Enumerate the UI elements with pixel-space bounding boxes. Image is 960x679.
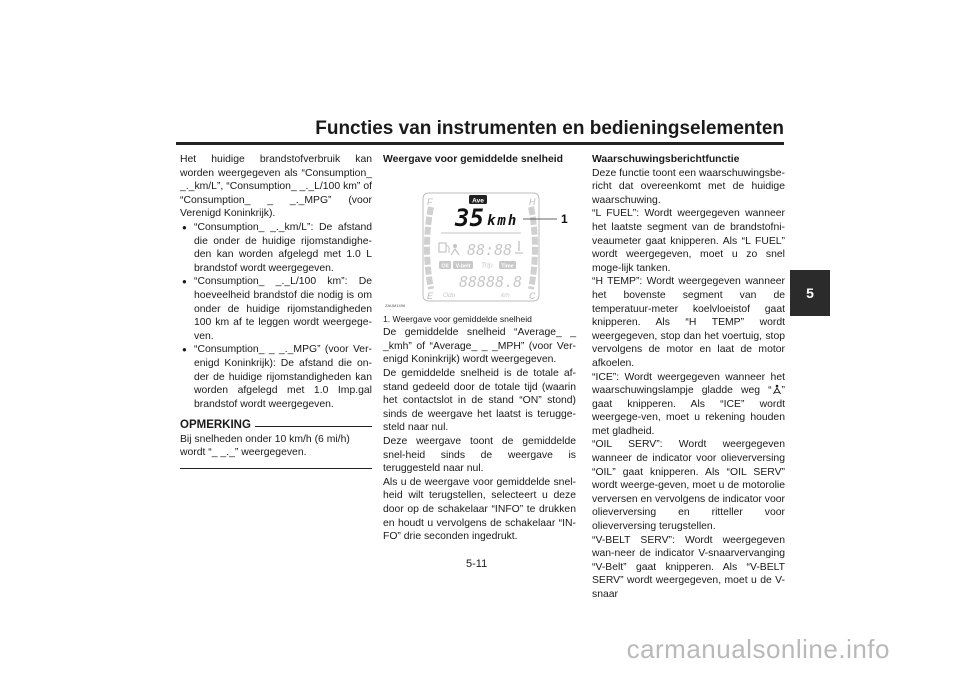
paragraph: “H TEMP”: Wordt weergegeven wanneer het bovenste segment van de temperatuur-meter koelvloeistof gaat knipperen. Als “H TEMP” wordt weergegeven, stop dan het voertuig, stop vervolgens de motor en laat de motor afkoelen. (592, 276, 785, 369)
chapter-tab: 5 (790, 270, 830, 316)
slippery-road-icon (772, 384, 782, 394)
note-text: Bij snelheden onder 10 km/h (6 mi/h) wordt “_ _._” weergegeven. (180, 433, 350, 459)
note-end-rule (180, 468, 372, 469)
consumption-list (180, 221, 372, 411)
paragraph: De gemiddelde snelheid is de totale af-stand gedeeld door de totale tijd (waarin het contactslot in de stand “ON” stond) sinds de weergave het laatst is terugge-steld naar nul. (383, 367, 576, 434)
temp-hot-label: H (529, 196, 536, 207)
column-2 (383, 153, 576, 544)
note-rule (255, 426, 372, 427)
time-label: Time (501, 262, 514, 269)
paragraph: Deze weergave toont de gemiddelde snel-heid sinds de weergave is teruggesteld naar nul. (383, 435, 576, 475)
callout-number: 1 (561, 211, 568, 226)
thermometer-icon (515, 241, 523, 253)
title-rule (176, 142, 784, 145)
page-number: 5-11 (466, 558, 488, 570)
trip-label: Trip (481, 262, 493, 270)
note-heading: OPMERKING (180, 419, 251, 432)
fuel-full-label: F (427, 196, 433, 207)
speed-readout: 35 (455, 203, 484, 232)
list-item: ● “Consumption_ _ _._MPG” (voor Ver-enigd Koninkrijk): De afstand die on-der de huidige rijomstandigheden kan worden afgelegd met 1.0 Imp.gal brandstof wordt weergegeven. (180, 343, 372, 411)
slippery-road-icon (451, 244, 459, 255)
paragraph: “OIL SERV”: Wordt weergegeven wanneer de indicator voor olieverversing “OIL” gaat knipperen. Als “OIL SERV” wordt weerge-geven, moet u de motorolie verversen en vervolgens de indicator voor olieverversing en ritteller voor olieverversing terugstellen. (592, 439, 785, 533)
fuel-empty-label: E (427, 290, 434, 301)
paragraph: “L FUEL”: Wordt weergegeven wanneer het laatste segment van de brandstofni-veaumeter gaat knipperen. Als “L FUEL” wordt weergegeven, moet u zo snel moge-lijk tanken. (592, 208, 785, 274)
column-1 (180, 153, 372, 469)
page-title: Functies van instrumenten en bedieningselementen (315, 118, 784, 139)
figure-code: ZAUM1496 (385, 302, 406, 308)
column-3 (592, 153, 785, 602)
oil-label: Oil (441, 262, 449, 269)
temp-cold-label: C (529, 290, 536, 301)
section-heading: Waarschuwingsberichtfunctie (592, 154, 740, 165)
speed-unit: kmh (487, 212, 519, 229)
section-heading: Weergave voor gemiddelde snelheid (383, 154, 563, 165)
paragraph: Als u de weergave voor gemiddelde snel-heid wilt terugstellen, selecteert u deze door op de schakelaar “INFO” te drukken en houdt u vervolgens de schakelaar “IN-FO” drie seconden ingedrukt. (383, 476, 576, 543)
odometer-readout: 88888.8 (459, 272, 523, 291)
ave-label: Ave (472, 197, 484, 205)
ice-text-after: ” gaat knipperen. Als “ICE” wordt weergege-ven, moet u rekening houden met gladheid. (592, 385, 785, 437)
watermark: carmanualsonline.info (626, 634, 890, 664)
paragraph: De gemiddelde snelheid “Average_ _ _kmh” of “Average_ _ _MPH” (voor Ver-enigd Koninkrijk) wordt weergegeven. (383, 327, 576, 366)
paragraph: Deze functie toont een waarschuwingsbe-richt dat overeenkomt met de huidige waarschuwing. (592, 167, 785, 206)
ice-text-before: “ICE”: Wordt weergegeven wanneer het waarschuwingslampje gladde weg “ (592, 371, 785, 397)
note-header (180, 419, 372, 433)
odo-label: Odo (443, 291, 456, 299)
list-item: ● “Consumption_ _._L/100 km”: De hoeveelheid brandstof die nodig is om onder de huidige rijomstandigheden 100 km af te leggen wordt weergege-ven. (180, 275, 372, 343)
paragraph: “V-BELT SERV”: Wordt weergegeven wan-neer de indicator V-snaarvervanging “V-Belt” gaat knipperen. Als “V-BELT SERV” wordt weergegeven, moet u de V-snaar (592, 534, 785, 600)
clock-readout: 88:88 (467, 240, 513, 259)
intro-paragraph: Het huidige brandstofverbruik kan worden weergegeven als “Consumption_ _._km/L”, “Consumption_ _._L/100 km” of “Consumption_ _ _._MPG” (voor Verenigd Koninkrijk). (180, 154, 372, 220)
km-label: km (501, 291, 510, 299)
fuel-pump-icon (439, 243, 449, 253)
paragraph (592, 371, 785, 439)
list-item: ● “Consumption_ _._km/L”: De afstand die onder de huidige rijomstandighe-den kan worden afgelegd met 1.0 L brandstof wordt weergegeven. (180, 221, 372, 275)
display-figure (383, 173, 576, 311)
figure-caption: 1. Weergave voor gemiddelde snelheid (383, 313, 532, 324)
vbelt-label: V-belt (455, 262, 471, 269)
lcd-illustration (383, 173, 576, 311)
